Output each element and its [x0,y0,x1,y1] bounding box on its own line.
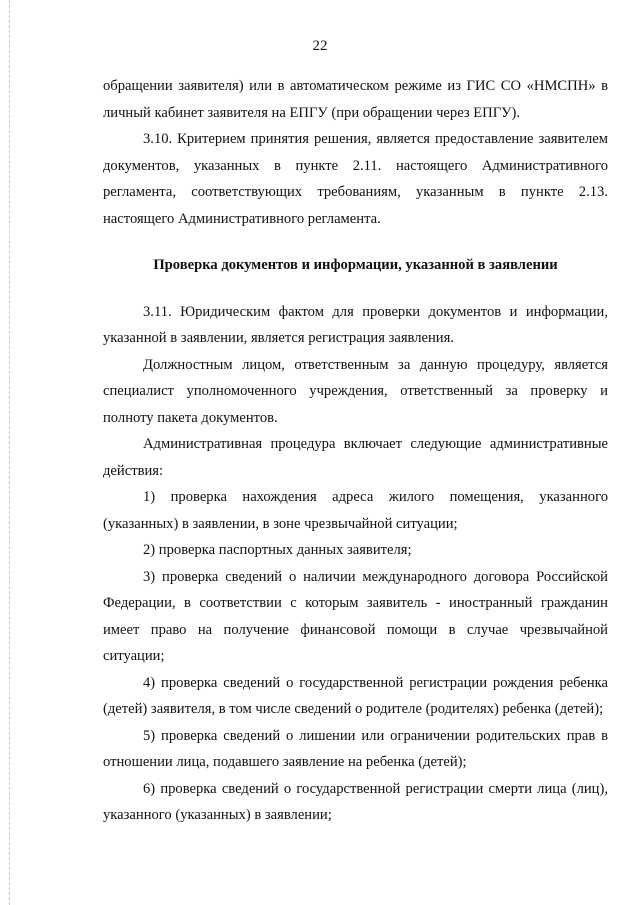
paragraph-actions-intro: Административная процедура включает следующие административные действия: [103,436,608,479]
page-number: 22 [312,38,328,54]
paragraph-responsible-person: Должностным лицом, ответственным за данную процедуру, является специалист уполномоченного учреждения, ответственный за проверку и полноту пакета документов. [103,356,608,426]
list-item-1: 1) проверка нахождения адреса жилого помещения, указанного (указанных) в заявлении, в зоне чрезвычайной ситуации; [103,489,608,532]
list-item-2: 2) проверка паспортных данных заявителя; [143,542,412,558]
list-item-3: 3) проверка сведений о наличии международного договора Российской Федерации, в соответствии с которым заявитель - иностранный гражданин имеет право на получение финансовой помощи в случае чрезвычайной ситуации; [103,568,608,664]
document-body [103,73,608,829]
scan-margin-line [9,0,10,905]
paragraph-3-10: 3.10. Критерием принятия решения, является предоставление заявителем документов, указанных в пункте 2.11. настоящего Административного регламента, соответствующих требованиям, указанным в пункте 2.13. настоящего Административного регламента. [103,131,608,227]
paragraph-3-11: 3.11. Юридическим фактом для проверки документов и информации, указанной в заявлении, является регистрация заявления. [103,303,608,346]
list-item-4: 4) проверка сведений о государственной регистрации рождения ребенка (детей) заявителя, в том числе сведений о родителе (родителях) ребенка (детей); [103,674,608,717]
list-item-6: 6) проверка сведений о государственной регистрации смерти лица (лиц), указанного (указанных) в заявлении; [103,780,608,823]
paragraph-continuation: обращении заявителя) или в автоматическом режиме из ГИС СО «НМСПН» в личный кабинет заявителя на ЕПГУ (при обращении через ЕПГУ). [103,78,608,121]
section-heading: Проверка документов и информации, указанной в заявлении [153,257,558,273]
list-item-5: 5) проверка сведений о лишении или ограничении родительских прав в отношении лица, подавшего заявление на ребенка (детей); [103,727,608,770]
